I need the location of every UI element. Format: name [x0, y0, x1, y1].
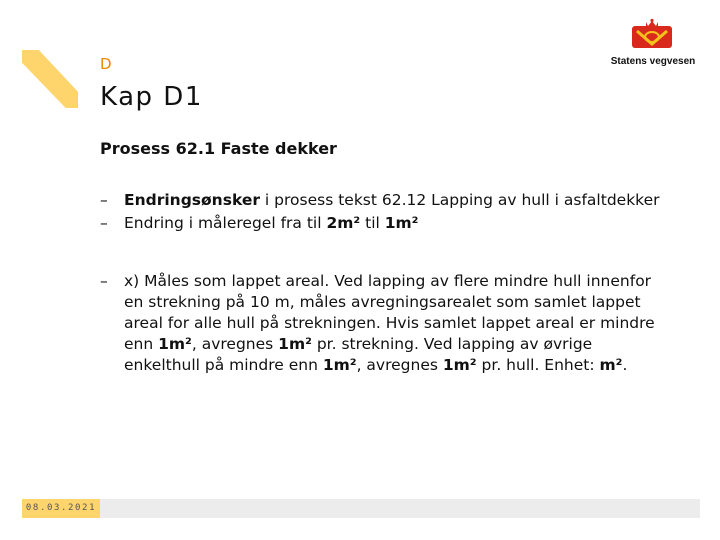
- footer-bar: [22, 499, 700, 518]
- bullet-text: til: [360, 214, 385, 232]
- logo-text: Statens vegvesen: [610, 56, 696, 67]
- area-value: 1m²: [158, 335, 192, 353]
- area-value: 2m²: [326, 214, 361, 232]
- chapter-letter: D: [100, 55, 113, 73]
- page-title: Kap D1: [100, 82, 203, 112]
- bullet-text: i prosess tekst 62.12 Lapping av hull i asfaltdekker: [260, 191, 660, 209]
- bullet-keyword: Endringsønsker: [124, 191, 260, 209]
- section-title: Prosess 62.1 Faste dekker: [100, 139, 337, 158]
- bullet-item: [100, 213, 660, 234]
- crest-icon: [629, 18, 675, 54]
- footer-date: 08.03.2021: [22, 499, 100, 518]
- bullet-dash: –: [100, 272, 108, 290]
- area-value: 1m²: [322, 356, 357, 374]
- bullet-list: [100, 190, 660, 376]
- bullet-dash: –: [100, 191, 108, 209]
- bullet-text: pr. hull. Enhet:: [476, 356, 600, 374]
- bullet-text: , avregnes: [191, 335, 279, 353]
- area-value: 1m²: [384, 214, 419, 232]
- bullet-text: pr. strekning. Ved lapping av øvrige enkelthull på mindre enn: [124, 335, 593, 374]
- area-value: 1m²: [442, 356, 477, 374]
- area-value: 1m²: [278, 335, 312, 353]
- unit-value: m²: [599, 356, 623, 374]
- decorative-stripe: [22, 50, 78, 108]
- bullet-text: x) Måles som lappet areal. Ved lapping av flere mindre hull innenfor en strekning på 10 m, måles avregningsarealet som samlet lappet areal for alle hull på strekningen. Hvis samlet lappet areal er mindre enn: [124, 272, 655, 353]
- bullet-item: [100, 271, 660, 376]
- bullet-text: .: [622, 356, 628, 374]
- bullet-text: Endring i måleregel fra til: [124, 214, 327, 232]
- bullet-text: , avregnes: [356, 356, 443, 374]
- statens-vegvesen-logo: [598, 18, 708, 74]
- bullet-item: [100, 190, 660, 211]
- bullet-dash: –: [100, 214, 108, 232]
